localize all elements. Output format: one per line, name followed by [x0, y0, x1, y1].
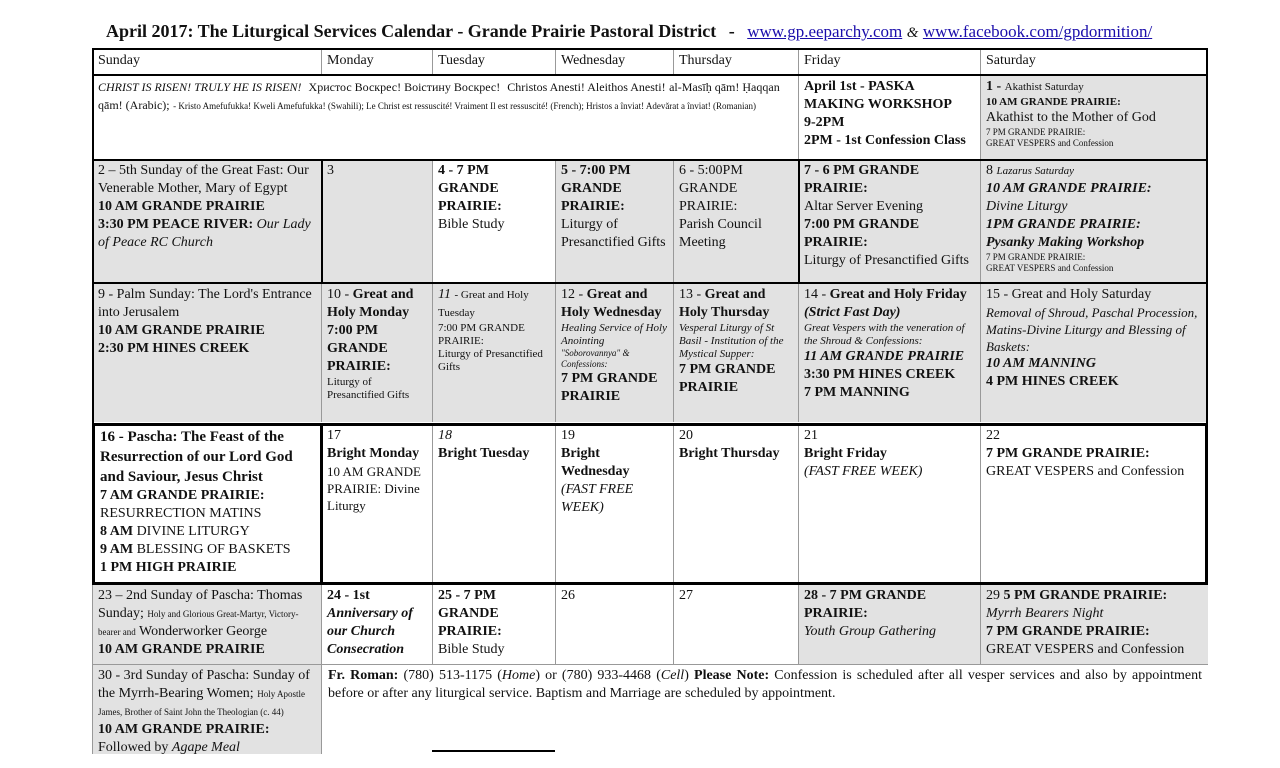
day-4-time: 4 - 7 PM GRANDE PRAIRIE: — [438, 163, 502, 214]
calendar-title: April 2017: The Liturgical Services Calendar - Grande Prairie Pastoral District — [106, 21, 717, 41]
day-21-cell — [798, 424, 980, 584]
day-11-cell — [432, 283, 555, 422]
day-1-cell — [980, 75, 1208, 159]
day-16-time-2: 8 AM — [100, 524, 134, 539]
day-14-time-1: 11 AM GRANDE PRAIRIE — [804, 349, 965, 364]
day-1-vespers: GREAT VESPERS and Confession — [986, 138, 1114, 148]
day-14-fast: (Strict Fast Day) — [804, 305, 901, 320]
day-20-cell — [673, 424, 798, 584]
day-2-service-pr: 3:30 PM PEACE RIVER: — [98, 217, 254, 232]
day-24-cell — [321, 584, 432, 664]
day-18-feast: Bright Tuesday — [438, 446, 530, 461]
day-8-vespers: GREAT VESPERS and Confession — [986, 263, 1114, 273]
day-8-feast: Lazarus Saturday — [996, 165, 1075, 177]
day-29-time-1: 5 PM GRANDE PRAIRIE: — [1003, 588, 1168, 603]
day-2-location: Our Lady of Peace RC Church — [98, 217, 311, 250]
day-30-note: Followed by — [98, 740, 169, 754]
confession-note: Confession is scheduled after all vesper services and also by appointment before or after any liturgical service. Baptism and Marriage are scheduled by appointment. — [328, 668, 1202, 701]
day-6-event: Parish Council Meeting — [679, 217, 762, 250]
day-9-cell — [92, 283, 321, 422]
day-11-feast: - Great and Holy Tuesday — [438, 289, 529, 319]
day-12-feast: Great and Holy Wednesday — [561, 287, 662, 320]
day-7-event: Altar Server Evening — [804, 199, 923, 214]
day-13-service: Vesperal Liturgy of St Basil - Institution of the Mystical Supper: — [679, 322, 784, 360]
greeting-arabic: al-Masīḥ qām! Ḥaqqan qām! (Arabic); — [98, 80, 780, 112]
day-12-number: 12 - — [561, 287, 584, 302]
day-13-cell — [673, 283, 798, 422]
apr1-friday-cell — [798, 75, 980, 159]
day-27-cell — [673, 584, 798, 664]
pascha-sunday-divider — [320, 423, 323, 585]
week1-sunday-divider — [321, 159, 323, 283]
day-header-wednesday: Wednesday — [555, 48, 673, 75]
day-7-time: 7 - 6 PM GRANDE PRAIRIE: — [804, 163, 920, 196]
day-16-event-1: RESURRECTION MATINS — [100, 506, 262, 521]
day-1-service-time: 10 AM GRANDE PRAIRIE: — [986, 96, 1121, 108]
day-30-meal: Agape Meal — [171, 740, 240, 754]
day-10-cell — [321, 283, 432, 422]
day-28-time: 28 - 7 PM GRANDE PRAIRIE: — [804, 588, 927, 621]
header-bottom-border — [92, 74, 1208, 76]
day-16-event-3: BLESSING OF BASKETS — [136, 542, 291, 557]
day-15-time-2: 4 PM HINES CREEK — [986, 374, 1119, 389]
week1-friday-divider — [798, 159, 800, 283]
day-15-feast: 15 - Great and Holy Saturday — [986, 287, 1152, 302]
day-16-event-4: 1 PM HIGH PRAIRIE — [100, 560, 237, 575]
day-11-event: Liturgy of Presanctified Gifts — [438, 348, 543, 373]
tuesday-bottom-line — [432, 750, 555, 752]
day-1-feast: Akathist Saturday — [1004, 81, 1084, 93]
day-14-feast: Great and Holy Friday — [829, 287, 967, 302]
day-19-note: (FAST FREE WEEK) — [561, 482, 634, 515]
day-8-cell — [980, 159, 1208, 283]
day-8-vespers-time: 7 PM GRANDE PRAIRIE: — [986, 252, 1086, 262]
day-6-cell — [673, 159, 798, 283]
greeting-other-languages: - Kristo Amefufukka! Kweli Amefufukka! (Swahili); Le Christ est ressuscité! Vraiment Il est ressuscité! (French); Hristos a înviat! Adevărat a înviat! (Romanian) — [173, 101, 757, 111]
day-23-service: 10 AM GRANDE PRAIRIE — [98, 642, 265, 657]
day-7-time-2: 7:00 PM GRANDE PRAIRIE: — [804, 217, 920, 250]
day-header-sunday: Sunday — [92, 48, 321, 75]
cell-label: Cell — [660, 668, 685, 683]
day-10-time: 7:00 PM GRANDE PRAIRIE: — [327, 323, 391, 374]
day-7-event-2: Liturgy of Presanctified Gifts — [804, 253, 969, 268]
website-link[interactable]: www.gp.eeparchy.com — [747, 22, 903, 41]
day-8-number: 8 — [986, 163, 993, 178]
day-header-thursday: Thursday — [673, 48, 798, 75]
day-header-friday: Friday — [798, 48, 980, 75]
day-16-time-1: 7 AM GRANDE PRAIRIE: — [100, 488, 265, 503]
day-27-number: 27 — [679, 588, 693, 603]
day-23-cell — [92, 584, 321, 664]
day-25-time: 25 - 7 PM GRANDE PRAIRIE: — [438, 588, 502, 639]
day-15-cell — [980, 283, 1208, 422]
day-16-pascha-cell — [92, 424, 321, 584]
day-2-service-gp: 10 AM GRANDE PRAIRIE — [98, 199, 265, 214]
day-16-event-2: DIVINE LITURGY — [136, 524, 250, 539]
priest-name: Fr. Roman: — [328, 668, 399, 683]
day-29-number: 29 — [986, 588, 1000, 603]
day-22-event: GREAT VESPERS and Confession — [986, 464, 1185, 479]
day-26-number: 26 — [561, 588, 575, 603]
day-17-event: 10 AM GRANDE PRAIRIE: Divine Liturgy — [327, 464, 421, 513]
day-4-event: Bible Study — [438, 217, 505, 232]
paska-time: 9-2PM — [804, 115, 845, 130]
day-10-number: 10 - — [327, 287, 350, 302]
week-divider-2 — [92, 282, 1208, 284]
day-12-cell — [555, 283, 673, 422]
day-30-cell — [92, 664, 321, 754]
day-19-number: 19 — [561, 428, 575, 443]
day-5-event: Liturgy of Presanctified Gifts — [561, 217, 666, 250]
greeting-greek: Christos Anesti! Aleithos Anesti! — [507, 80, 666, 94]
greeting-ukrainian: Христос Воскрес! Воістину Воскрес! — [308, 80, 501, 94]
day-14-number: 14 - — [804, 287, 827, 302]
day-14-service: Great Vespers with the veneration of the Shroud & Confessions: — [804, 322, 965, 347]
day-5-time: 5 - 7:00 PM GRANDE PRAIRIE: — [561, 163, 631, 214]
day-29-event-1: Myrrh Bearers Night — [986, 606, 1104, 621]
day-9-feast: 9 - Palm Sunday: The Lord's Entrance into Jerusalem — [98, 287, 312, 320]
day-14-time-3: 7 PM MANNING — [804, 385, 910, 400]
day-23-saint-name: Wonderworker George — [138, 624, 268, 639]
greeting-english: CHRIST IS RISEN! TRULY HE IS RISEN! — [98, 80, 302, 94]
day-30-saint: Holy Apostle James, Brother of Saint John the Theologian (c. 44) — [98, 689, 305, 717]
week-divider-1 — [92, 159, 1208, 161]
day-29-time-2: 7 PM GRANDE PRAIRIE: — [986, 624, 1150, 639]
day-29-event-2: GREAT VESPERS and Confession — [986, 642, 1185, 657]
day-6-time: 6 - 5:00PM GRANDE PRAIRIE: — [679, 163, 743, 214]
calendar-grid — [92, 48, 1208, 754]
link-separator: & — [906, 25, 919, 41]
day-1-service: Akathist to the Mother of God — [986, 110, 1156, 125]
day-15-service: Removal of Shroud, Paschal Procession, Matins-Divine Liturgy and Blessing of Baskets: — [986, 305, 1198, 354]
day-15-time-1: 10 AM MANNING — [986, 356, 1096, 371]
day-19-feast: Bright Wednesday — [561, 446, 630, 479]
day-19-cell — [555, 424, 673, 584]
day-16-feast: 16 - Pascha: The Feast of the Resurrection of our Lord God and Saviour, Jesus Christ — [100, 429, 293, 485]
paska-workshop: April 1st - PASKA MAKING WORKSHOP — [804, 79, 952, 112]
page-title — [106, 20, 1276, 44]
day-1-vespers-time: 7 PM GRANDE PRAIRIE: — [986, 127, 1086, 137]
paren-close: ) — [684, 668, 689, 683]
day-11-time: 7:00 PM GRANDE PRAIRIE: — [438, 322, 525, 347]
day-20-number: 20 — [679, 428, 693, 443]
day-9-service-2: 2:30 PM HINES CREEK — [98, 341, 250, 356]
day-8-time: 10 AM GRANDE PRAIRIE: — [986, 181, 1152, 196]
day-8-event-2: Pysanky Making Workshop — [986, 235, 1145, 250]
day-2-cell — [92, 159, 321, 283]
contact-note-cell — [321, 664, 1208, 754]
confession-class: 2PM - 1st Confession Class — [804, 133, 966, 148]
day-8-time-2: 1PM GRANDE PRAIRIE: — [986, 217, 1141, 232]
day-21-feast: Bright Friday — [804, 446, 887, 461]
home-phone: (780) 513-1175 ( — [403, 668, 502, 683]
day-26-cell — [555, 584, 673, 664]
day-18-number: 18 — [438, 428, 452, 443]
facebook-link[interactable]: www.facebook.com/gpdormition/ — [922, 22, 1153, 41]
cell-phone: ) or (780) 933-4468 ( — [535, 668, 661, 683]
title-dash: - — [728, 21, 735, 41]
day-28-cell — [798, 584, 980, 664]
day-7-cell — [798, 159, 980, 283]
day-22-time: 7 PM GRANDE PRAIRIE: — [986, 446, 1150, 461]
day-13-time: 7 PM GRANDE PRAIRIE — [679, 362, 776, 395]
day-29-cell — [980, 584, 1208, 664]
please-note-label: Please Note: — [694, 668, 770, 683]
day-header-saturday: Saturday — [980, 48, 1208, 75]
day-24-event: Anniversary of our Church Consecration — [327, 606, 413, 657]
day-25-cell — [432, 584, 555, 664]
day-30-feast: 30 - 3rd Sunday of Pascha: Sunday of the Myrrh-Bearing Women; — [98, 668, 310, 701]
day-5-cell — [555, 159, 673, 283]
day-21-number: 21 — [804, 428, 818, 443]
day-12-confessions: "Soborovannya" & Confessions: — [561, 348, 630, 369]
day-28-event: Youth Group Gathering — [804, 624, 936, 639]
day-11-number: 11 — [438, 287, 451, 302]
day-14-cell — [798, 283, 980, 422]
day-12-service: Healing Service of Holy Anointing — [561, 322, 667, 347]
day-22-cell — [980, 424, 1208, 584]
day-14-time-2: 3:30 PM HINES CREEK — [804, 367, 956, 382]
day-3-cell — [321, 159, 432, 283]
day-8-event: Divine Liturgy — [986, 199, 1068, 214]
day-2-feast: 2 – 5th Sunday of the Great Fast: Our Venerable Mother, Mary of Egypt — [98, 163, 309, 196]
day-header-tuesday: Tuesday — [432, 48, 555, 75]
day-3-number: 3 — [327, 163, 334, 178]
day-22-number: 22 — [986, 428, 1000, 443]
day-16-time-3: 9 AM — [100, 542, 134, 557]
day-24-number: 24 - 1st — [327, 588, 370, 603]
day-23-saint: Holy and Glorious Great-Martyr, Victory-bearer and — [98, 609, 299, 637]
day-30-service: 10 AM GRANDE PRAIRIE: — [98, 722, 270, 737]
day-1-number: 1 - — [986, 79, 1002, 94]
easter-greetings-cell — [92, 75, 798, 159]
day-10-event: Liturgy of Presanctified Gifts — [327, 376, 410, 401]
day-10-feast: Great and Holy Monday — [327, 287, 414, 320]
day-17-cell — [321, 424, 432, 584]
day-12-time: 7 PM GRANDE PRAIRIE — [561, 371, 658, 404]
day-header-monday: Monday — [321, 48, 432, 75]
day-13-feast: Great and Holy Thursday — [679, 287, 770, 320]
home-label: Home — [501, 668, 536, 683]
day-23-feast: 23 – 2nd Sunday of Pascha: Thomas Sunday; — [98, 588, 303, 621]
day-25-event: Bible Study — [438, 642, 505, 657]
day-17-feast: Bright Monday — [327, 446, 420, 461]
day-20-feast: Bright Thursday — [679, 446, 780, 461]
day-9-service-1: 10 AM GRANDE PRAIRIE — [98, 323, 265, 338]
day-4-cell — [432, 159, 555, 283]
day-17-number: 17 — [327, 428, 341, 443]
day-18-cell — [432, 424, 555, 584]
left-border — [92, 48, 94, 423]
top-border — [92, 48, 1208, 50]
day-21-note: (FAST FREE WEEK) — [804, 464, 923, 479]
right-border — [1206, 48, 1208, 423]
day-13-number: 13 - — [679, 287, 702, 302]
